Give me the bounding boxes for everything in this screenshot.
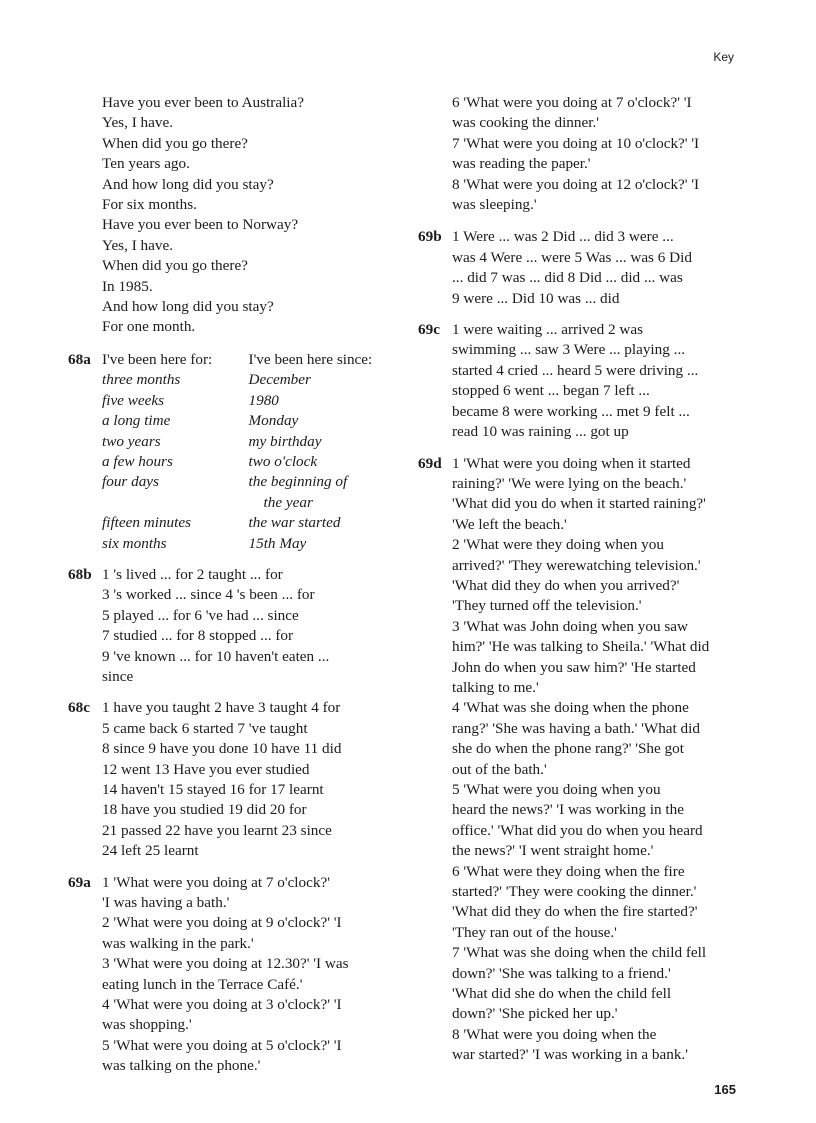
exercise-label: 69c xyxy=(418,321,440,339)
text-line: 'What did she do when the child fell xyxy=(452,985,672,1003)
text-line: talking to me.' xyxy=(452,678,539,696)
text-line: 1 Were ... was 2 Did ... did 3 were ... xyxy=(452,228,674,246)
answer-69b xyxy=(418,227,748,309)
text-line: three months xyxy=(102,371,181,389)
text-line: 1 'What were you doing at 7 o'clock?' xyxy=(102,873,330,891)
text-line: 'What did they do when the fire started?' xyxy=(452,903,698,921)
text-line: 'They ran out of the house.' xyxy=(452,923,617,941)
text-line: Ten years ago. xyxy=(102,155,190,173)
since-column xyxy=(249,350,408,554)
right-column xyxy=(418,93,748,1076)
text-line: rang?' 'She was having a bath.' 'What did xyxy=(452,719,700,737)
text-line: 3 's worked ... since 4 's been ... for xyxy=(102,586,315,604)
exercise-label: 68a xyxy=(68,350,91,368)
answer-69a xyxy=(68,873,408,1077)
answer-lines xyxy=(452,320,748,442)
text-line: 4 'What was she doing when the phone xyxy=(452,699,689,717)
text-line: war started?' 'I was working in a bank.' xyxy=(452,1046,688,1064)
text-line: eating lunch in the Terrace Café.' xyxy=(102,975,303,993)
text-line: my birthday xyxy=(248,432,322,450)
text-line: For six months. xyxy=(102,196,197,214)
text-line: raining?' 'We were lying on the beach.' xyxy=(452,474,687,492)
text-line xyxy=(102,493,249,513)
running-header: Key xyxy=(713,50,734,64)
text-line: four days xyxy=(102,473,159,491)
text-line: the news?' 'I went straight home.' xyxy=(452,842,654,860)
text-line: 'What did they do when you arrived?' xyxy=(452,576,680,594)
text-line: started?' 'They were cooking the dinner.' xyxy=(452,883,697,901)
answer-lines xyxy=(452,454,748,1066)
text-line: was walking in the park.' xyxy=(102,934,254,952)
intro-lines xyxy=(102,93,408,338)
text-line: a few hours xyxy=(102,452,173,470)
text-line: him?' 'He was talking to Sheila.' 'What did xyxy=(452,638,710,656)
text-line: 7 'What was she doing when the child fell xyxy=(452,944,707,962)
text-line: Yes, I have. xyxy=(102,236,174,254)
text-line: the war started xyxy=(248,514,341,532)
answer-68a xyxy=(68,350,408,554)
text-line: stopped 6 went ... began 7 left ... xyxy=(452,382,650,400)
text-line: 14 haven't 15 stayed 16 for 17 learnt xyxy=(102,781,324,798)
text-line: 8 'What were you doing when the xyxy=(452,1025,657,1043)
answer-lines xyxy=(102,698,408,861)
text-line: the year xyxy=(263,493,313,511)
text-line: down?' 'She picked her up.' xyxy=(452,1005,618,1023)
exercise-label: 68c xyxy=(68,699,90,717)
text-line: 5 'What were you doing at 5 o'clock?' 'I xyxy=(102,1036,342,1054)
text-line: For one month. xyxy=(102,318,196,336)
text-line: 7 studied ... for 8 stopped ... for xyxy=(102,627,294,645)
text-line: And how long did you stay? xyxy=(102,298,274,316)
text-line: 3 'What was John doing when you saw xyxy=(452,617,688,635)
text-line: Have you ever been to Norway? xyxy=(102,216,299,234)
text-line: 5 played ... for 6 've had ... since xyxy=(102,606,299,624)
text-line: office.' 'What did you do when you heard xyxy=(452,821,703,839)
text-line: 1 's lived ... for 2 taught ... for xyxy=(102,565,283,583)
text-line: swimming ... saw 3 Were ... playing ... xyxy=(452,341,686,359)
text-line: 'I was having a bath.' xyxy=(102,894,230,912)
since-header: I've been here since: xyxy=(248,350,373,368)
exercise-label: 69a xyxy=(68,873,91,891)
text-line: 24 left 25 learnt xyxy=(102,842,199,860)
text-line: 18 have you studied 19 did 20 for xyxy=(102,801,307,819)
text-line: 5 'What were you doing when you xyxy=(452,781,661,798)
text-line: 'They turned off the television.' xyxy=(452,597,642,615)
text-line: 21 passed 22 have you learnt 23 since xyxy=(102,821,332,839)
text-line: was cooking the dinner.' xyxy=(452,114,599,132)
answer-68c xyxy=(68,698,408,861)
exercise-label: 69b xyxy=(418,228,442,246)
text-line: 'We left the beach.' xyxy=(452,515,567,533)
text-line: six months xyxy=(102,534,167,552)
for-items xyxy=(102,370,249,554)
text-line: since xyxy=(102,667,134,685)
answer-lines xyxy=(452,227,748,309)
left-column xyxy=(68,93,408,1087)
text-line: December xyxy=(248,371,311,389)
since-items xyxy=(249,370,408,554)
text-line: When did you go there? xyxy=(102,134,248,152)
text-line: 1980 xyxy=(248,391,279,409)
text-line: was talking on the phone.' xyxy=(102,1057,261,1075)
answer-68b xyxy=(68,565,408,687)
text-line: was shopping.' xyxy=(102,1016,192,1034)
text-line: ... did 7 was ... did 8 Did ... did ... was xyxy=(452,269,683,287)
text-line: John do when you saw him?' 'He started xyxy=(452,658,696,676)
text-line: fifteen minutes xyxy=(102,514,191,532)
answer-lines xyxy=(452,93,748,215)
text-line: In 1985. xyxy=(102,277,153,295)
text-line: Monday xyxy=(248,412,299,430)
text-line: became 8 were working ... met 9 felt ... xyxy=(452,402,690,420)
text-line: out of the bath.' xyxy=(452,760,547,778)
for-column xyxy=(102,350,249,554)
text-line: 1 'What were you doing when it started xyxy=(452,454,691,472)
text-line: Yes, I have. xyxy=(102,114,174,132)
page-number: 165 xyxy=(714,1082,736,1097)
text-line: read 10 was raining ... got up xyxy=(452,423,629,441)
text-line: 3 'What were you doing at 12.30?' 'I was xyxy=(102,955,349,973)
text-line: 8 since 9 have you done 10 have 11 did xyxy=(102,740,342,758)
text-line: 6 'What were they doing when the fire xyxy=(452,862,685,880)
answer-lines xyxy=(102,873,408,1077)
text-line: 2 'What were they doing when you xyxy=(452,536,664,554)
text-line: 'What did you do when it started raining?' xyxy=(452,495,706,513)
text-line: And how long did you stay? xyxy=(102,175,274,193)
text-line: 2 'What were you doing at 9 o'clock?' 'I xyxy=(102,914,342,932)
intro-dialogue xyxy=(68,93,408,338)
text-line: When did you go there? xyxy=(102,257,248,275)
text-line: 8 'What were you doing at 12 o'clock?' 'I xyxy=(452,175,700,193)
answer-69c xyxy=(418,320,748,442)
text-line: 1 were waiting ... arrived 2 was xyxy=(452,321,644,339)
text-line: was 4 Were ... were 5 Was ... was 6 Did xyxy=(452,248,692,266)
text-line: 5 came back 6 started 7 've taught xyxy=(102,719,308,737)
text-line: arrived?' 'They werewatching television.' xyxy=(452,556,701,574)
text-line: 1 have you taught 2 have 3 taught 4 for xyxy=(102,699,341,717)
text-line: 4 'What were you doing at 3 o'clock?' 'I xyxy=(102,996,342,1014)
text-line: 9 've known ... for 10 haven't eaten ... xyxy=(102,647,330,665)
text-line: two o'clock xyxy=(248,452,318,470)
text-line: five weeks xyxy=(102,391,164,409)
exercise-label: 68b xyxy=(68,565,92,583)
text-line: heard the news?' 'I was working in the xyxy=(452,801,684,819)
text-line: two years xyxy=(102,432,161,450)
text-line: Have you ever been to Australia? xyxy=(102,94,304,111)
text-line: a long time xyxy=(102,412,171,430)
text-line: she do when the phone rang?' 'She got xyxy=(452,740,684,758)
answer-69a-continued xyxy=(418,93,748,215)
exercise-label: 69d xyxy=(418,454,442,472)
text-line: was reading the paper.' xyxy=(452,155,591,173)
text-line: 7 'What were you doing at 10 o'clock?' 'I xyxy=(452,134,700,152)
answer-69d xyxy=(418,454,748,1066)
text-line: 9 were ... Did 10 was ... did xyxy=(452,289,620,307)
for-since-table xyxy=(102,350,408,554)
text-line: down?' 'She was talking to a friend.' xyxy=(452,964,671,982)
text-line: was sleeping.' xyxy=(452,196,537,214)
text-line: the beginning of xyxy=(248,473,348,491)
text-line: 15th May xyxy=(248,534,307,552)
answer-lines xyxy=(102,565,408,687)
text-line: 6 'What were you doing at 7 o'clock?' 'I xyxy=(452,94,692,111)
text-line: 12 went 13 Have you ever studied xyxy=(102,760,310,778)
text-line: started 4 cried ... heard 5 were driving ... xyxy=(452,361,699,379)
for-header: I've been here for: xyxy=(102,350,213,368)
